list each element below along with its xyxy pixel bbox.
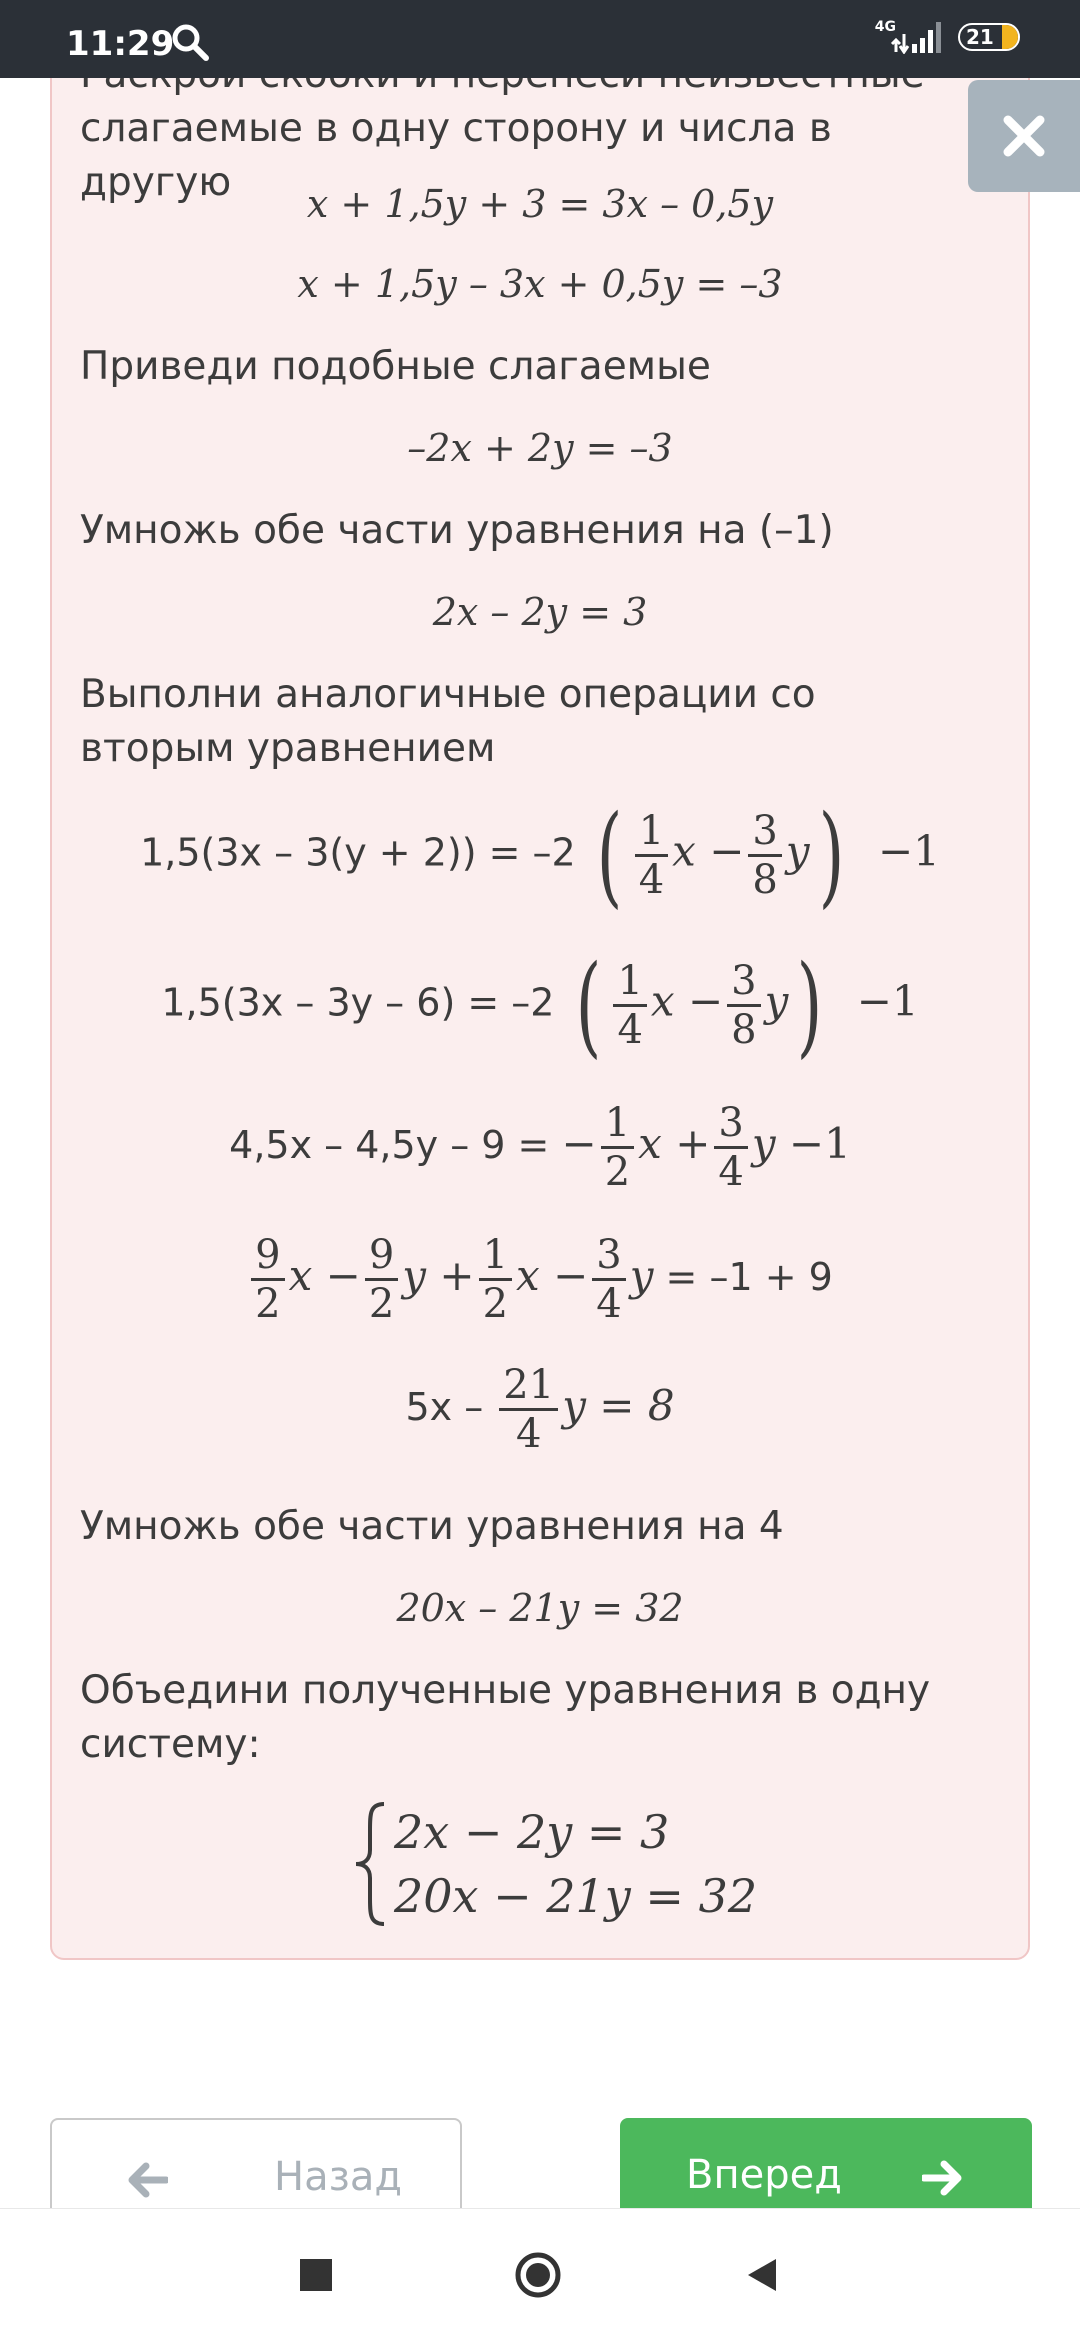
- fraction-3-4: $\frac{3}{4}$: [592, 1232, 625, 1327]
- intro-text: слагаемые в одну сторону и числа в другую: [80, 106, 832, 205]
- equation-1: [50, 182, 1030, 226]
- equation-2: [50, 262, 1030, 306]
- equation-2-text: x + 1,5y – 3x + 0,5y = –3: [297, 262, 783, 306]
- brace-icon: [350, 1800, 390, 1928]
- fraction-1-4: $\frac{1}{4}$: [635, 808, 668, 903]
- equation-10-text: 20x – 21y = 32: [396, 1586, 684, 1630]
- paren-open: (: [596, 791, 623, 919]
- next-button-label: Вперед: [686, 2152, 842, 2198]
- equation-8: $\frac{9}{2}$ x − $\frac{9}{2}$ y + $\frac{1}{2}$ x − $\frac{3}{4}$ y = –1 + 9: [50, 1232, 1030, 1327]
- equation-6: 1,5(3x – 3y – 6) = –2 ( $\frac{1}{4}$ x − $\frac{3}{8}$ y) −1: [161, 941, 919, 1069]
- arrow-right-icon: [922, 2160, 964, 2196]
- search-icon: [170, 22, 210, 62]
- status-bar: [0, 0, 1080, 78]
- equation-9-right: y = 8: [562, 1381, 675, 1430]
- close-button[interactable]: [968, 80, 1080, 192]
- fraction-3-4: $\frac{3}{4}$: [714, 1100, 747, 1195]
- equation-9: [50, 1362, 1030, 1457]
- equation-4: [50, 590, 1030, 634]
- paren-close: ): [818, 791, 844, 919]
- equation-6-left: 1,5(3x – 3y – 6) = –2: [161, 980, 555, 1025]
- equation-5-left: 1,5(3x – 3(y + 2)) = –2: [140, 830, 576, 875]
- fraction-3-8: $\frac{3}{8}$: [748, 808, 781, 903]
- step-second-text: Выполни аналогичные операции со вторым уравнением: [80, 672, 816, 771]
- recents-icon[interactable]: [300, 2259, 332, 2291]
- fraction-9-2: $\frac{9}{2}$: [251, 1232, 284, 1327]
- fraction-1-2: $\frac{1}{2}$: [479, 1232, 512, 1327]
- equation-1-text: x + 1,5y + 3 = 3x – 0,5y: [306, 182, 774, 226]
- equation-9-left: 5x –: [405, 1385, 484, 1429]
- equation-5: 1,5(3x – 3(y + 2)) = –2 ( $\frac{1}{4}$ x − $\frac{3}{8}$ y) −1: [140, 791, 940, 919]
- system-line-2: 20x − 21y = 32: [394, 1869, 758, 1923]
- paren-close: ): [796, 941, 823, 1069]
- system-nav-bar: [0, 2208, 1080, 2341]
- equation-4-text: 2x – 2y = 3: [432, 590, 648, 634]
- fraction-21-4: $\frac{21}{4}$: [499, 1362, 558, 1457]
- fraction-1-2: $\frac{1}{2}$: [601, 1100, 634, 1195]
- equation-3-text: –2x + 2y = –3: [407, 426, 673, 470]
- system-line-1: 2x − 2y = 3: [394, 1805, 670, 1859]
- paren-open: (: [575, 941, 601, 1069]
- equation-10: [50, 1586, 1030, 1630]
- close-icon: [1002, 114, 1046, 158]
- step-combine-text: Приведи подобные слагаемые: [80, 344, 711, 389]
- fraction-9-2: $\frac{9}{2}$: [365, 1232, 398, 1327]
- fraction-1-4: $\frac{1}{4}$: [613, 958, 646, 1053]
- battery-level: 21: [966, 25, 994, 49]
- status-right: [853, 20, 1020, 54]
- equation-8-right: = –1 + 9: [665, 1255, 833, 1299]
- home-icon[interactable]: [514, 2251, 562, 2299]
- signal-icon: [890, 20, 942, 54]
- status-time: 11:29: [66, 24, 175, 64]
- equation-7: 4,5x – 4,5y – 9 = − $\frac{1}{2}$ x + $\frac{3}{4}$ y −1: [229, 1100, 851, 1195]
- arrow-left-icon: [126, 2162, 168, 2198]
- step-multiply4-text: Умножь обе части уравнения на 4: [80, 1504, 784, 1549]
- equation-3: [50, 426, 1030, 470]
- fraction-3-8: $\frac{3}{8}$: [727, 958, 760, 1053]
- back-button-label: Назад: [274, 2154, 403, 2200]
- back-nav-icon[interactable]: [742, 2255, 782, 2295]
- step-system-text: Объедини полученные уравнения в одну систему:: [80, 1668, 931, 1767]
- network-type: 4G: [874, 19, 896, 35]
- equation-7-left: 4,5x – 4,5y – 9 =: [229, 1123, 550, 1167]
- step-multiply-neg-text: Умножь обе части уравнения на (–1): [80, 508, 834, 553]
- battery-icon: [958, 23, 1020, 51]
